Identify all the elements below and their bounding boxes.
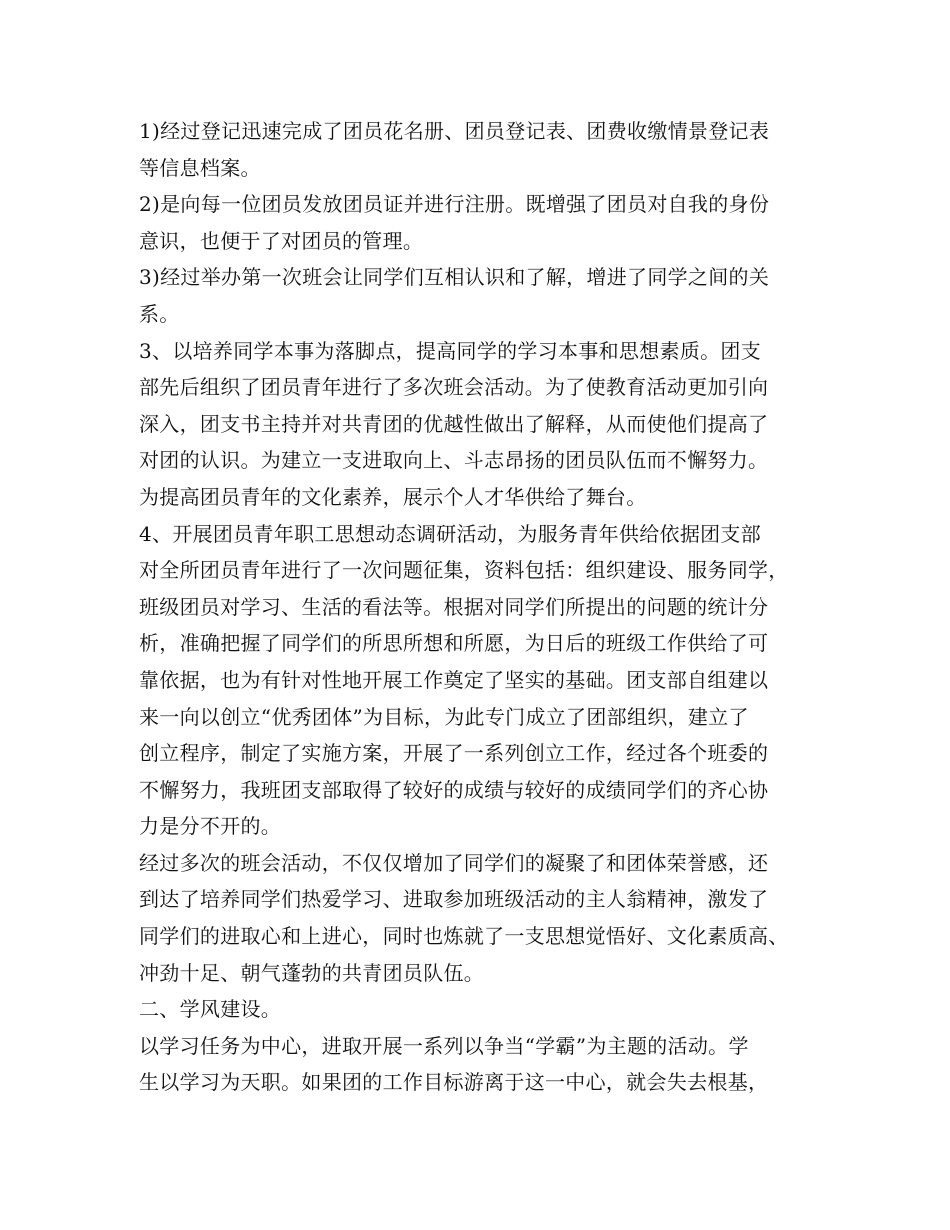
text-line: 意识，也便于了对团员的管理。 [139, 228, 424, 253]
text-line: 以学习任务为中心，进取开展一系列以争当“学霸”为主题的活动。学 [139, 1033, 749, 1058]
text-line: 析，准确把握了同学们的所思所想和所愿，为日后的班级工作供给了可 [139, 631, 769, 656]
text-line: 系。 [139, 301, 180, 326]
text-line: 部先后组织了团员青年进行了多次班会活动。为了使教育活动更加引向 [139, 375, 769, 400]
document-body [139, 113, 819, 1101]
text-line: 2)是向每一位团员发放团员证并进行注册。既增强了团员对自我的身份 [139, 192, 770, 217]
text-line: 生以学习为天职。如果团的工作目标游离于这一中心，就会失去根基， [139, 1070, 769, 1095]
text-line: 4、开展团员青年职工思想动态调研活动，为服务青年供给依据团支部 [139, 521, 762, 546]
text-line: 等信息档案。 [139, 155, 261, 180]
text-line: 为提高团员青年的文化素养，展示个人才华供给了舞台。 [139, 484, 647, 509]
text-line: 3)经过举办第一次班会让同学们互相认识和了解，增进了同学之间的关 [139, 265, 770, 290]
text-line: 1)经过登记迅速完成了团员花名册、团员登记表、团费收缴情景登记表 [139, 119, 770, 143]
text-line: 深入，团支书主持并对共青团的优越性做出了解释，从而使他们提高了 [139, 411, 769, 436]
text-line: 不懈努力，我班团支部取得了较好的成绩与较好的成绩同学们的齐心协 [139, 777, 769, 802]
text-line: 对团的认识。为建立一支进取向上、斗志昂扬的团员队伍而不懈努力。 [139, 448, 769, 473]
text-line: 来一向以创立“优秀团体”为目标，为此专门成立了团部组织，建立了 [139, 704, 749, 729]
text-line: 对全所团员青年进行了一次问题征集，资料包括：组织建设、服务同学， [139, 558, 789, 583]
text-line: 靠依据，也为有针对性地开展工作奠定了坚实的基础。团支部自组建以 [139, 667, 769, 692]
text-line: 力是分不开的。 [139, 814, 282, 839]
text-line: 到达了培养同学们热爱学习、进取参加班级活动的主人翁精神，激发了 [139, 887, 769, 912]
text-line: 创立程序，制定了实施方案，开展了一系列创立工作，经过各个班委的 [139, 741, 769, 766]
text-line: 同学们的进取心和上进心，同时也炼就了一支思想觉悟好、文化素质高、 [139, 924, 789, 949]
text-line: 班级团员对学习、生活的看法等。根据对同学们所提出的问题的统计分 [139, 594, 769, 619]
text-line: 冲劲十足、朝气蓬勃的共青团员队伍。 [139, 960, 485, 985]
text-line: 3、以培养同学本事为落脚点，提高同学的学习本事和思想素质。团支 [139, 338, 762, 363]
text-line: 经过多次的班会活动，不仅仅增加了同学们的凝聚了和团体荣誉感，还 [139, 850, 769, 875]
section-heading: 二、学风建设。 [139, 997, 282, 1022]
